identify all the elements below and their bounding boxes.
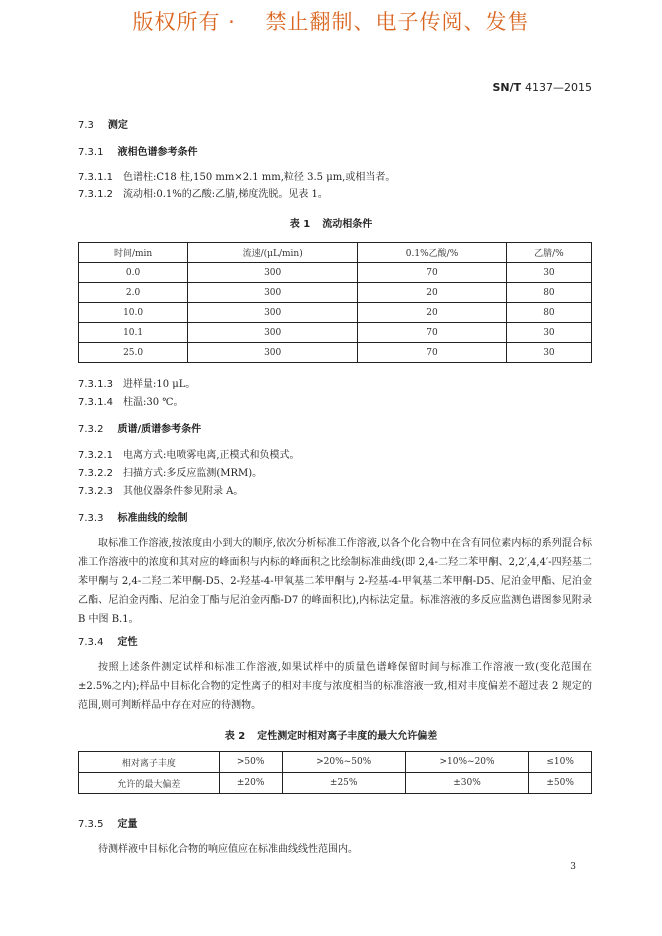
table-cell: ±25% [282,773,405,794]
table-row [79,343,592,363]
item-7-3-1-1: 7.3.1.1 色谱柱:C18 柱,150 mm×2.1 mm,粒径 3.5 μm,或相当者。 [78,172,396,183]
page-number: 3 [570,862,576,872]
table-cell: 300 [188,343,358,363]
table-header-cell: 流速/(μL/min) [188,243,358,263]
standard-number: SN/T 4137—2015 [492,81,592,94]
table-cell: ±20% [219,773,282,794]
banner-part-1: 版权所有 · [132,10,236,34]
table-cell: >10%~20% [405,752,528,773]
paragraph-qualitative: 按照上述条件测定试样和标准工作溶液,如果试样中的质量色谱峰保留时间与标准工作溶液一致(变化范围在±2.5%之内);样品中目标化合物的定性离子的相对丰度与浓度相当的标准溶液一致,相对丰度偏差不超过表 2 规定的范围,则可判断样品中存在对应的待测物。 [78,662,592,711]
item-7-3-1-4: 7.3.1.4 柱温:30 ℃。 [78,397,184,408]
heading-7-3-4: 7.3.4 定性 [78,637,138,648]
table-ion-abundance [78,751,592,794]
table-cell: ±30% [405,773,528,794]
table-cell: 20 [358,303,507,323]
table-row [79,752,592,773]
table-cell: 2.0 [79,283,188,303]
heading-7-3-5: 7.3.5 定量 [78,819,138,830]
paragraph-quantitative: 待测样液中目标化合物的响应值应在标准曲线线性范围内。 [98,844,358,855]
item-7-3-2-2: 7.3.2.2 扫描方式:多反应监测(MRM)。 [78,468,263,479]
table-header-row [79,243,592,263]
table-cell: >20%~50% [282,752,405,773]
table-row [79,323,592,343]
heading-7-3: 7.3 测定 [78,120,128,131]
heading-7-3-2: 7.3.2 质谱/质谱参考条件 [78,424,202,435]
table-header-cell: 0.1%乙酸/% [358,243,507,263]
table-cell: 300 [188,283,358,303]
heading-7-3-3: 7.3.3 标准曲线的绘制 [78,513,188,524]
table-row-header: 相对离子丰度 [79,752,220,773]
table-cell: 30 [506,323,591,343]
table-cell: 30 [506,343,591,363]
table-header-cell: 时间/min [79,243,188,263]
table-cell: 10.0 [79,303,188,323]
paragraph-standard-curve: 取标准工作溶液,按浓度由小到大的顺序,依次分析标准工作溶液,以各个化合物中在含有同位素内标的系列混合标准工作溶液中的浓度和其对应的峰面积与内标的峰面积之比绘制标准曲线(即 2,4-二羟二苯甲酮、2,2′,4,4′-四羟基二苯甲酮与 2,4-二羟二苯甲酮-D5、2-羟基-4-甲氧基二苯甲酮与 2-羟基-4-甲氧基二苯甲酮-D5、尼泊金甲酯、尼泊金乙酯、尼泊金丙酯、尼泊金丁酯与尼泊金丙酯-D7 的峰面积比),内标法定量。标准溶液的多反应监测色谱图参见附录 B 中图 B.1。 [78,538,592,625]
table-cell: 10.1 [79,323,188,343]
table-cell: 70 [358,343,507,363]
table-cell: ≤10% [529,752,592,773]
table-cell: 80 [506,303,591,323]
table-cell: 300 [188,303,358,323]
table-cell: 30 [506,263,591,283]
table-cell: 25.0 [79,343,188,363]
table-row [79,773,592,794]
item-7-3-2-1: 7.3.2.1 电离方式:电喷雾电离,正模式和负模式。 [78,450,300,461]
table-cell: 70 [358,263,507,283]
item-7-3-2-3: 7.3.2.3 其他仪器条件参见附录 A。 [78,486,244,497]
table-cell: 0.0 [79,263,188,283]
item-7-3-1-2: 7.3.1.2 流动相:0.1%的乙酸:乙腈,梯度洗脱。见表 1。 [78,189,328,200]
table-cell: 70 [358,323,507,343]
table-mobile-phase [78,242,592,363]
table2-caption: 表 2 定性测定时相对离子丰度的最大允许偏差 [224,731,438,742]
table-cell: >50% [219,752,282,773]
item-7-3-1-3: 7.3.1.3 进样量:10 μL。 [78,379,196,390]
copyright-banner [0,6,662,36]
table-row [79,303,592,323]
heading-7-3-1: 7.3.1 液相色谱参考条件 [78,147,198,158]
table-cell: 300 [188,263,358,283]
table-cell: ±50% [529,773,592,794]
table-row-header: 允许的最大偏差 [79,773,220,794]
table-cell: 300 [188,323,358,343]
table-cell: 80 [506,283,591,303]
table-row [79,263,592,283]
table-cell: 20 [358,283,507,303]
banner-part-2: 禁止翻制、电子传阅、发售 [265,10,530,34]
table1-caption: 表 1 流动相条件 [289,219,373,230]
table-row [79,283,592,303]
table-header-cell: 乙腈/% [506,243,591,263]
